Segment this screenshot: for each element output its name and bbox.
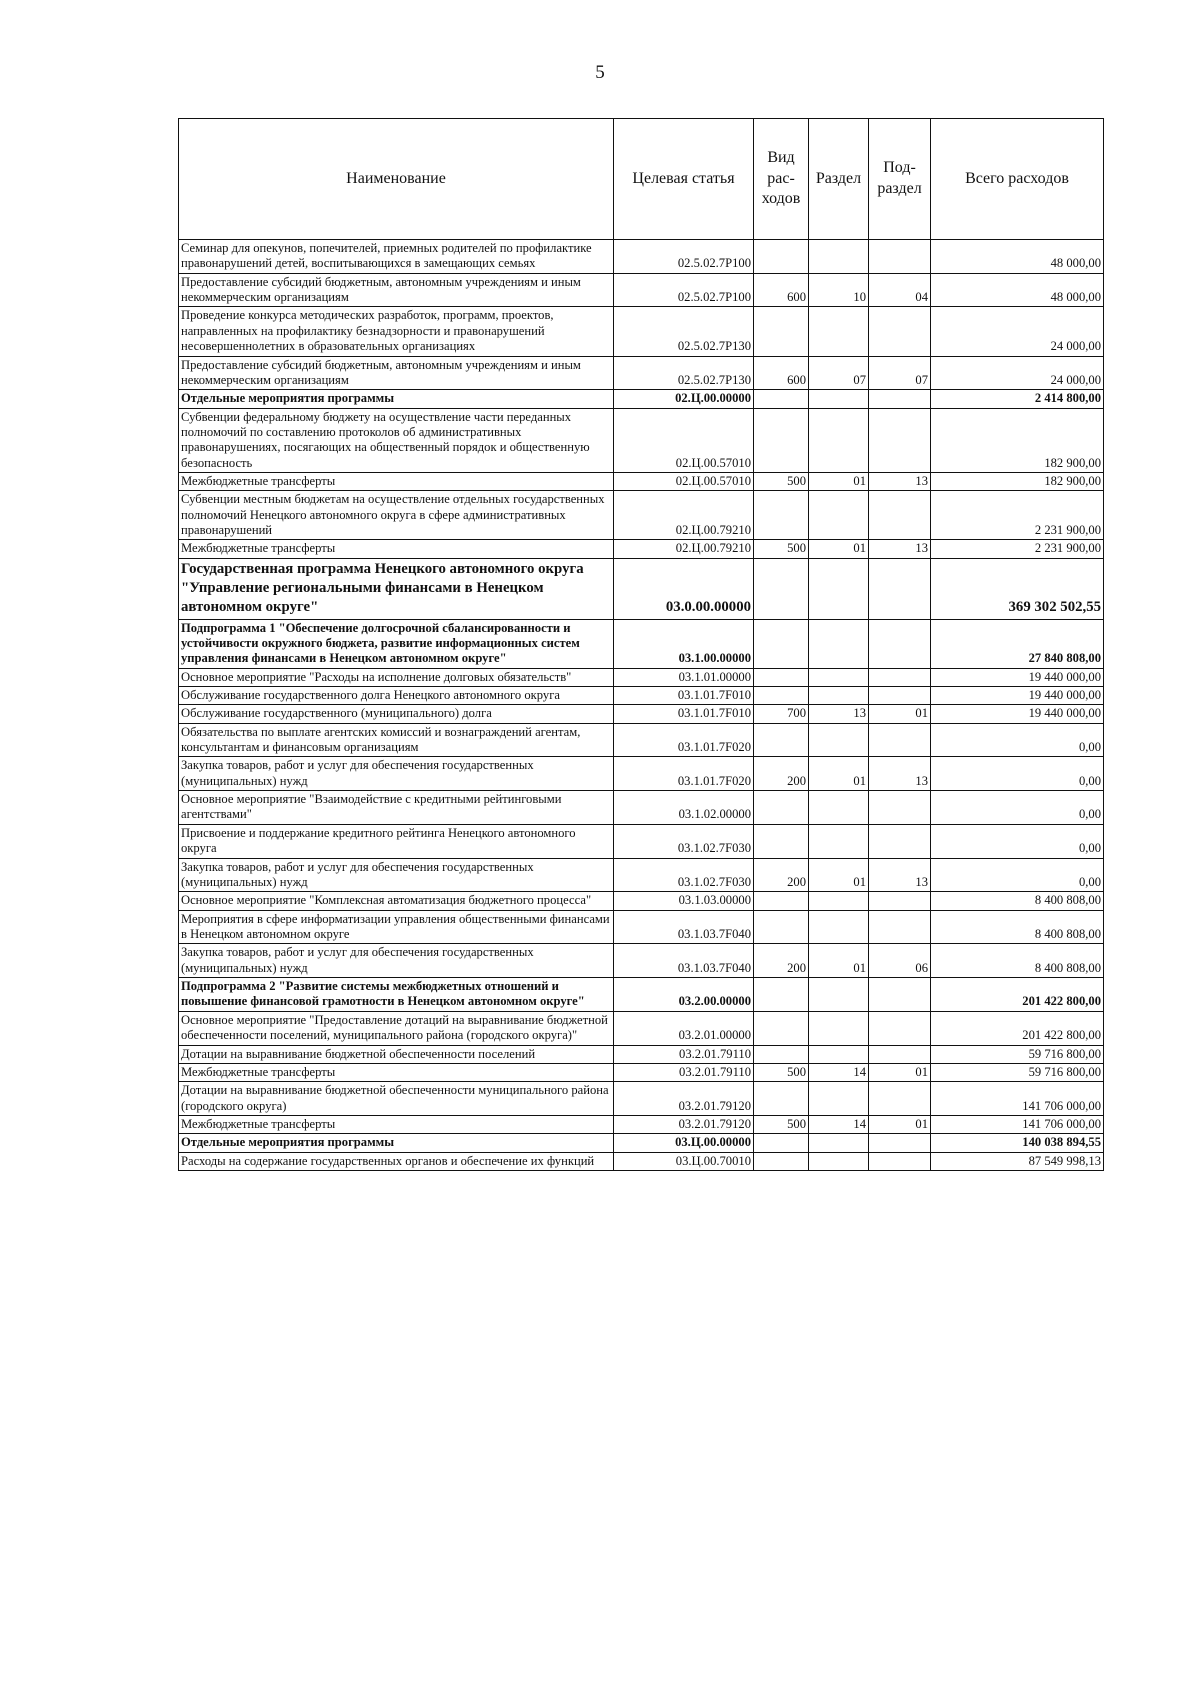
table-row: [179, 473, 1104, 491]
cell-section: 14: [809, 1115, 869, 1133]
cell-type: 600: [754, 273, 809, 307]
cell-type: [754, 491, 809, 540]
cell-target: 03.1.03.7F040: [614, 944, 754, 978]
cell-name: Межбюджетные трансферты: [179, 1115, 614, 1133]
cell-target: 03.Ц.00.00000: [614, 1134, 754, 1152]
cell-total: 19 440 000,00: [931, 668, 1104, 686]
table-row: [179, 240, 1104, 274]
table-row: [179, 944, 1104, 978]
cell-type: [754, 1152, 809, 1170]
cell-name: Дотации на выравнивание бюджетной обеспеченности муниципального района (городского округа): [179, 1082, 614, 1116]
cell-section: 14: [809, 1063, 869, 1081]
cell-target: 03.1.01.00000: [614, 668, 754, 686]
cell-type: [754, 723, 809, 757]
cell-section: [809, 1152, 869, 1170]
cell-target: 03.2.01.79110: [614, 1045, 754, 1063]
cell-name: Межбюджетные трансферты: [179, 473, 614, 491]
cell-subsection: [869, 408, 931, 472]
cell-name: Государственная программа Ненецкого автономного округа "Управление региональными финансами в Ненецком автономном округе": [179, 558, 614, 619]
cell-type: [754, 892, 809, 910]
cell-name: Обслуживание государственного (муниципального) долга: [179, 705, 614, 723]
cell-target: 03.1.01.7F020: [614, 757, 754, 791]
cell-subsection: [869, 1152, 931, 1170]
cell-target: 03.2.01.79110: [614, 1063, 754, 1081]
cell-total: 24 000,00: [931, 307, 1104, 356]
cell-target: 03.2.00.00000: [614, 978, 754, 1012]
header-target: Целевая статья: [614, 119, 754, 240]
cell-total: 182 900,00: [931, 408, 1104, 472]
cell-name: Основное мероприятие "Предоставление дотаций на выравнивание бюджетной обеспеченности поселений, муниципального района (городского округа)": [179, 1011, 614, 1045]
table-row: [179, 1152, 1104, 1170]
cell-section: [809, 558, 869, 619]
cell-section: [809, 978, 869, 1012]
cell-subsection: [869, 1134, 931, 1152]
cell-name: Подпрограмма 2 "Развитие системы межбюджетных отношений и повышение финансовой грамотности в Ненецком автономном округе": [179, 978, 614, 1012]
cell-type: 600: [754, 356, 809, 390]
table-row: [179, 408, 1104, 472]
cell-subsection: [869, 558, 931, 619]
cell-target: 03.1.02.7F030: [614, 858, 754, 892]
cell-type: [754, 619, 809, 668]
cell-type: 500: [754, 1115, 809, 1133]
table-row: [179, 791, 1104, 825]
cell-name: Закупка товаров, работ и услуг для обеспечения государственных (муниципальных) нужд: [179, 858, 614, 892]
table-row: [179, 356, 1104, 390]
cell-total: 48 000,00: [931, 273, 1104, 307]
cell-subsection: [869, 910, 931, 944]
budget-table: [178, 118, 1104, 1171]
cell-name: Субвенции федеральному бюджету на осуществление части переданных полномочий по составлению протоколов об административных правонарушениях, посягающих на общественный порядок и общественную безопасность: [179, 408, 614, 472]
cell-subsection: 01: [869, 705, 931, 723]
cell-section: 10: [809, 273, 869, 307]
cell-total: 8 400 808,00: [931, 910, 1104, 944]
cell-type: [754, 686, 809, 704]
cell-type: [754, 824, 809, 858]
header-total: Всего расходов: [931, 119, 1104, 240]
cell-subsection: [869, 390, 931, 408]
cell-section: [809, 1045, 869, 1063]
cell-total: 140 038 894,55: [931, 1134, 1104, 1152]
cell-section: [809, 307, 869, 356]
cell-type: 200: [754, 858, 809, 892]
cell-section: [809, 824, 869, 858]
cell-section: 13: [809, 705, 869, 723]
cell-type: 500: [754, 473, 809, 491]
cell-total: 2 414 800,00: [931, 390, 1104, 408]
table-row: [179, 1045, 1104, 1063]
cell-target: 03.2.01.79120: [614, 1082, 754, 1116]
cell-target: 02.Ц.00.79210: [614, 540, 754, 558]
cell-type: [754, 307, 809, 356]
cell-name: Субвенции местным бюджетам на осуществление отдельных государственных полномочий Ненецкого автономного округа в сфере административных правонарушений: [179, 491, 614, 540]
cell-name: Закупка товаров, работ и услуг для обеспечения государственных (муниципальных) нужд: [179, 757, 614, 791]
cell-target: 03.1.01.7F010: [614, 686, 754, 704]
cell-total: 201 422 800,00: [931, 978, 1104, 1012]
cell-name: Основное мероприятие "Расходы на исполнение долговых обязательств": [179, 668, 614, 686]
cell-total: 8 400 808,00: [931, 944, 1104, 978]
cell-total: 0,00: [931, 757, 1104, 791]
cell-type: [754, 558, 809, 619]
cell-name: Расходы на содержание государственных органов и обеспечение их функций: [179, 1152, 614, 1170]
cell-target: 03.1.01.7F020: [614, 723, 754, 757]
cell-subsection: [869, 240, 931, 274]
cell-section: [809, 491, 869, 540]
cell-name: Семинар для опекунов, попечителей, приемных родителей по профилактике правонарушений детей, воспитывающихся в замещающих семьях: [179, 240, 614, 274]
cell-subsection: 01: [869, 1115, 931, 1133]
cell-name: Проведение конкурса методических разработок, программ, проектов, направленных на профилактику безнадзорности и правонарушений несовершеннолетних в образовательных организациях: [179, 307, 614, 356]
table-row: [179, 558, 1104, 619]
cell-name: Межбюджетные трансферты: [179, 540, 614, 558]
cell-type: [754, 240, 809, 274]
cell-target: 03.2.01.00000: [614, 1011, 754, 1045]
cell-name: Основное мероприятие "Комплексная автоматизация бюджетного процесса": [179, 892, 614, 910]
cell-type: 200: [754, 944, 809, 978]
cell-total: 0,00: [931, 824, 1104, 858]
cell-section: [809, 408, 869, 472]
cell-subsection: 13: [869, 540, 931, 558]
cell-total: 59 716 800,00: [931, 1045, 1104, 1063]
cell-type: 500: [754, 1063, 809, 1081]
cell-total: 59 716 800,00: [931, 1063, 1104, 1081]
cell-total: 27 840 808,00: [931, 619, 1104, 668]
cell-type: [754, 668, 809, 686]
cell-name: Отдельные мероприятия программы: [179, 390, 614, 408]
table-row: [179, 723, 1104, 757]
cell-target: 02.Ц.00.79210: [614, 491, 754, 540]
cell-subsection: [869, 1082, 931, 1116]
cell-subsection: 07: [869, 356, 931, 390]
cell-total: 141 706 000,00: [931, 1115, 1104, 1133]
cell-type: [754, 1045, 809, 1063]
cell-section: [809, 791, 869, 825]
cell-section: [809, 910, 869, 944]
cell-subsection: 06: [869, 944, 931, 978]
table-row: [179, 1082, 1104, 1116]
cell-subsection: 01: [869, 1063, 931, 1081]
cell-section: 07: [809, 356, 869, 390]
header-name: Наименование: [179, 119, 614, 240]
cell-target: 02.5.02.7Р130: [614, 307, 754, 356]
cell-total: 8 400 808,00: [931, 892, 1104, 910]
cell-type: [754, 390, 809, 408]
table-row: [179, 491, 1104, 540]
cell-name: Предоставление субсидий бюджетным, автономным учреждениям и иным некоммерческим организациям: [179, 356, 614, 390]
cell-subsection: 04: [869, 273, 931, 307]
table-row: [179, 757, 1104, 791]
cell-section: [809, 240, 869, 274]
cell-type: 500: [754, 540, 809, 558]
cell-target: 03.1.00.00000: [614, 619, 754, 668]
table-row: [179, 390, 1104, 408]
cell-subsection: [869, 791, 931, 825]
cell-total: 19 440 000,00: [931, 705, 1104, 723]
cell-total: 48 000,00: [931, 240, 1104, 274]
cell-subsection: [869, 491, 931, 540]
cell-target: 03.1.02.00000: [614, 791, 754, 825]
cell-target: 02.Ц.00.57010: [614, 408, 754, 472]
table-row: [179, 686, 1104, 704]
table-row: [179, 892, 1104, 910]
cell-section: 01: [809, 540, 869, 558]
table-row: [179, 858, 1104, 892]
cell-section: 01: [809, 473, 869, 491]
cell-total: 182 900,00: [931, 473, 1104, 491]
table-row: [179, 978, 1104, 1012]
table-row: [179, 1011, 1104, 1045]
cell-type: [754, 1011, 809, 1045]
cell-total: 201 422 800,00: [931, 1011, 1104, 1045]
cell-target: 02.5.02.7Р100: [614, 273, 754, 307]
cell-name: Отдельные мероприятия программы: [179, 1134, 614, 1152]
table-row: [179, 824, 1104, 858]
cell-name: Предоставление субсидий бюджетным, автономным учреждениям и иным некоммерческим организациям: [179, 273, 614, 307]
cell-target: 03.1.03.00000: [614, 892, 754, 910]
cell-target: 03.0.00.00000: [614, 558, 754, 619]
cell-subsection: [869, 1045, 931, 1063]
cell-section: [809, 723, 869, 757]
table-row: [179, 705, 1104, 723]
cell-total: 19 440 000,00: [931, 686, 1104, 704]
cell-name: Обслуживание государственного долга Ненецкого автономного округа: [179, 686, 614, 704]
cell-target: 03.1.02.7F030: [614, 824, 754, 858]
cell-section: [809, 1082, 869, 1116]
cell-subsection: [869, 723, 931, 757]
table-row: [179, 307, 1104, 356]
cell-section: [809, 619, 869, 668]
cell-name: Подпрограмма 1 "Обеспечение долгосрочной сбалансированности и устойчивости окружного бюджета, развитие информационных систем управления финансами в Ненецком автономном округе": [179, 619, 614, 668]
cell-type: [754, 910, 809, 944]
cell-subsection: [869, 619, 931, 668]
cell-target: 02.5.02.7Р130: [614, 356, 754, 390]
cell-type: [754, 791, 809, 825]
cell-target: 02.Ц.00.00000: [614, 390, 754, 408]
cell-type: [754, 1082, 809, 1116]
cell-section: [809, 668, 869, 686]
table-row: [179, 910, 1104, 944]
cell-name: Присвоение и поддержание кредитного рейтинга Ненецкого автономного округа: [179, 824, 614, 858]
cell-name: Дотации на выравнивание бюджетной обеспеченности поселений: [179, 1045, 614, 1063]
cell-total: 0,00: [931, 791, 1104, 825]
cell-subsection: 13: [869, 757, 931, 791]
cell-subsection: [869, 668, 931, 686]
cell-subsection: [869, 978, 931, 1012]
cell-subsection: 13: [869, 473, 931, 491]
cell-subsection: [869, 892, 931, 910]
cell-section: [809, 390, 869, 408]
table-row: [179, 273, 1104, 307]
cell-total: 0,00: [931, 858, 1104, 892]
table-body: [179, 240, 1104, 1171]
cell-total: 2 231 900,00: [931, 491, 1104, 540]
cell-subsection: 13: [869, 858, 931, 892]
cell-section: [809, 1011, 869, 1045]
cell-name: Закупка товаров, работ и услуг для обеспечения государственных (муниципальных) нужд: [179, 944, 614, 978]
table-row: [179, 1134, 1104, 1152]
table-row: [179, 1063, 1104, 1081]
cell-name: Мероприятия в сфере информатизации управления общественными финансами в Ненецком автономном округе: [179, 910, 614, 944]
cell-type: [754, 978, 809, 1012]
header-section: Раздел: [809, 119, 869, 240]
cell-target: 03.1.03.7F040: [614, 910, 754, 944]
cell-subsection: [869, 686, 931, 704]
table-header-row: [179, 119, 1104, 240]
header-type: Вид рас-ходов: [754, 119, 809, 240]
cell-total: 24 000,00: [931, 356, 1104, 390]
cell-type: 200: [754, 757, 809, 791]
cell-subsection: [869, 824, 931, 858]
table-row: [179, 1115, 1104, 1133]
cell-name: Основное мероприятие "Взаимодействие с кредитными рейтинговыми агентствами": [179, 791, 614, 825]
table-row: [179, 540, 1104, 558]
cell-section: 01: [809, 944, 869, 978]
page-number: 5: [595, 62, 605, 83]
cell-target: 03.1.01.7F010: [614, 705, 754, 723]
cell-section: [809, 1134, 869, 1152]
cell-name: Обязательства по выплате агентских комиссий и вознаграждений агентам, консультантам и финансовым организациям: [179, 723, 614, 757]
cell-section: [809, 686, 869, 704]
cell-total: 0,00: [931, 723, 1104, 757]
cell-total: 87 549 998,13: [931, 1152, 1104, 1170]
table-row: [179, 619, 1104, 668]
cell-type: 700: [754, 705, 809, 723]
cell-type: [754, 408, 809, 472]
cell-target: 03.2.01.79120: [614, 1115, 754, 1133]
cell-total: 369 302 502,55: [931, 558, 1104, 619]
cell-target: 02.5.02.7Р100: [614, 240, 754, 274]
cell-target: 03.Ц.00.70010: [614, 1152, 754, 1170]
header-subsection: Под-раздел: [869, 119, 931, 240]
cell-section: 01: [809, 858, 869, 892]
cell-section: [809, 892, 869, 910]
cell-type: [754, 1134, 809, 1152]
cell-section: 01: [809, 757, 869, 791]
cell-subsection: [869, 1011, 931, 1045]
cell-subsection: [869, 307, 931, 356]
cell-total: 141 706 000,00: [931, 1082, 1104, 1116]
cell-total: 2 231 900,00: [931, 540, 1104, 558]
table-row: [179, 668, 1104, 686]
cell-name: Межбюджетные трансферты: [179, 1063, 614, 1081]
cell-target: 02.Ц.00.57010: [614, 473, 754, 491]
